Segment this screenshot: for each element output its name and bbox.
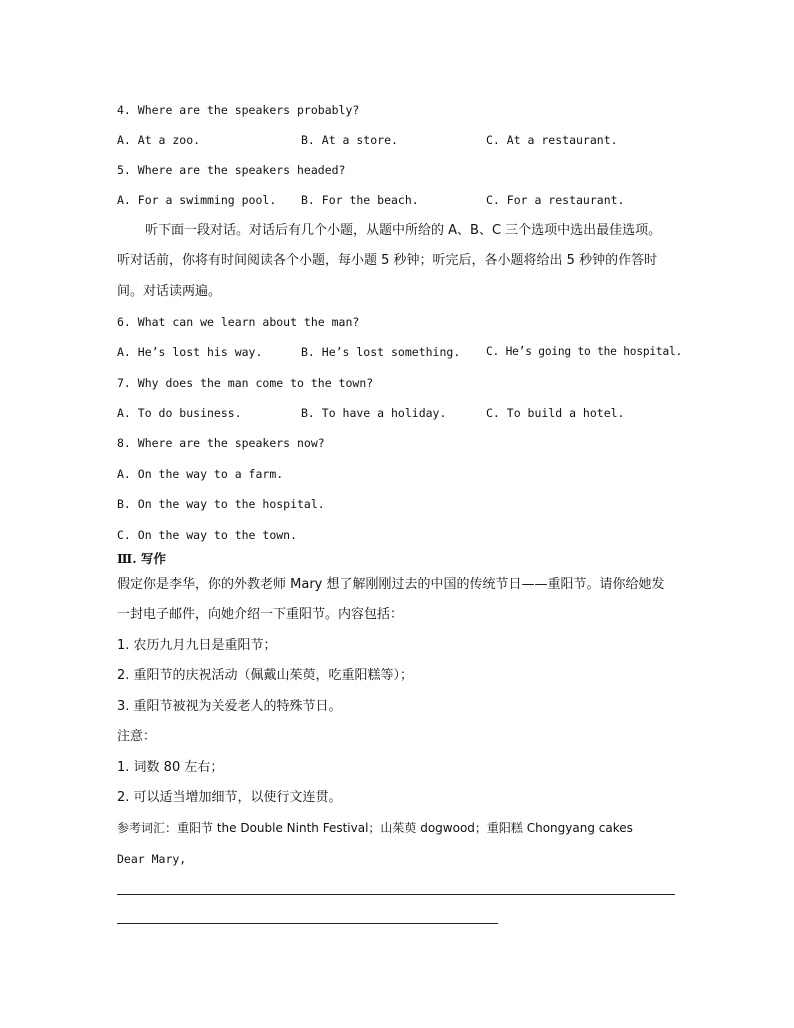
salutation: Dear Mary, bbox=[117, 852, 187, 866]
writing-point-3: 3. 重阳节被视为关爱老人的特殊节日。 bbox=[117, 699, 342, 714]
question-6: 6. What can we learn about the man? bbox=[117, 315, 360, 329]
q8-option-b: B. On the way to the hospital. bbox=[117, 497, 325, 511]
q7-option-c: C. To build a hotel. bbox=[486, 406, 625, 420]
q4-option-a: A. At a zoo. bbox=[117, 133, 201, 147]
writing-point-2: 2. 重阳节的庆祝活动（佩戴山茱萸，吃重阳糕等）； bbox=[117, 668, 414, 683]
instruction-line-3: 间。对话读两遍。 bbox=[117, 284, 222, 299]
q8-option-a: A. On the way to a farm. bbox=[117, 467, 284, 481]
q4-option-b: B. At a store. bbox=[301, 133, 398, 147]
q8-option-c: C. On the way to the town. bbox=[117, 528, 298, 542]
note-label: 注意： bbox=[117, 729, 157, 744]
instruction-line-1: 听下面一段对话。对话后有几个小题，从题中所给的 A、B、C 三个选项中选出最佳选项。 bbox=[145, 223, 662, 238]
q7-option-b: B. To have a holiday. bbox=[301, 406, 447, 420]
reference-vocabulary: 参考词汇：重阳节 the Double Ninth Festival；山茱萸 dogwood；重阳糕 Chongyang cakes bbox=[117, 821, 633, 835]
question-7: 7. Why does the man come to the town? bbox=[117, 376, 374, 390]
q6-option-c: C. He’s going to the hospital. bbox=[486, 345, 683, 358]
note-2: 2. 可以适当增加细节，以使行文连贯。 bbox=[117, 790, 342, 805]
q5-option-c: C. For a restaurant. bbox=[486, 193, 625, 207]
answer-line-2 bbox=[117, 923, 498, 924]
q6-option-b: B. He’s lost something. bbox=[301, 345, 461, 359]
q7-option-a: A. To do business. bbox=[117, 406, 242, 420]
note-1: 1. 词数 80 左右； bbox=[117, 760, 224, 775]
writing-heading: Ⅲ. 写作 bbox=[117, 551, 166, 566]
q5-option-a: A. For a swimming pool. bbox=[117, 193, 277, 207]
writing-point-1: 1. 农历九月九日是重阳节； bbox=[117, 638, 277, 653]
writing-prompt-line-2: 一封电子邮件，向她介绍一下重阳节。内容包括： bbox=[117, 607, 404, 622]
answer-line-1 bbox=[117, 894, 675, 895]
q6-option-a: A. He’s lost his way. bbox=[117, 345, 263, 359]
question-8: 8. Where are the speakers now? bbox=[117, 436, 325, 450]
q5-option-b: B. For the beach. bbox=[301, 193, 419, 207]
instruction-line-2: 听对话前，你将有时间阅读各个小题，每小题 5 秒钟；听完后，各小题将给出 5 秒钟的作答时 bbox=[117, 253, 658, 268]
question-4: 4. Where are the speakers probably? bbox=[117, 103, 360, 117]
writing-prompt-line-1: 假定你是李华，你的外教老师 Mary 想了解刚刚过去的中国的传统节日——重阳节。请你给她发 bbox=[117, 577, 665, 592]
question-5: 5. Where are the speakers headed? bbox=[117, 163, 346, 177]
q4-option-c: C. At a restaurant. bbox=[486, 133, 618, 147]
